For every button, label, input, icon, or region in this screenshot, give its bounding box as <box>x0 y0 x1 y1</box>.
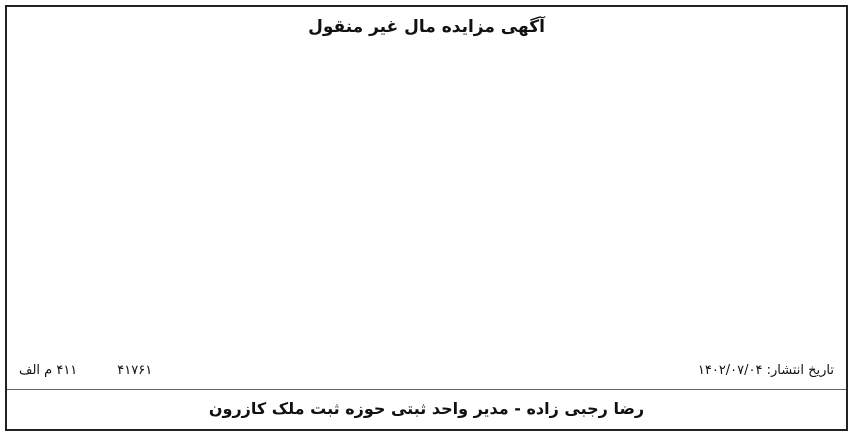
reference-codes <box>19 363 152 378</box>
auction-notice <box>5 5 848 431</box>
batch-code: ۴۱۱ م الف <box>19 362 78 378</box>
notice-title: آگهی مزایده مال غیر منقول <box>308 17 545 37</box>
notice-body <box>19 47 834 347</box>
publish-date: تاریخ انتشار: ۱۴۰۲/۰۷/۰۴ <box>697 362 834 378</box>
code-number: ۴۱۷۶۱ <box>117 362 153 378</box>
divider <box>7 389 846 390</box>
signature-line: رضا رجبی زاده - مدیر واحد ثبتی حوزه ثبت ملک کازرون <box>208 399 645 418</box>
notice-meta-row <box>19 359 834 381</box>
